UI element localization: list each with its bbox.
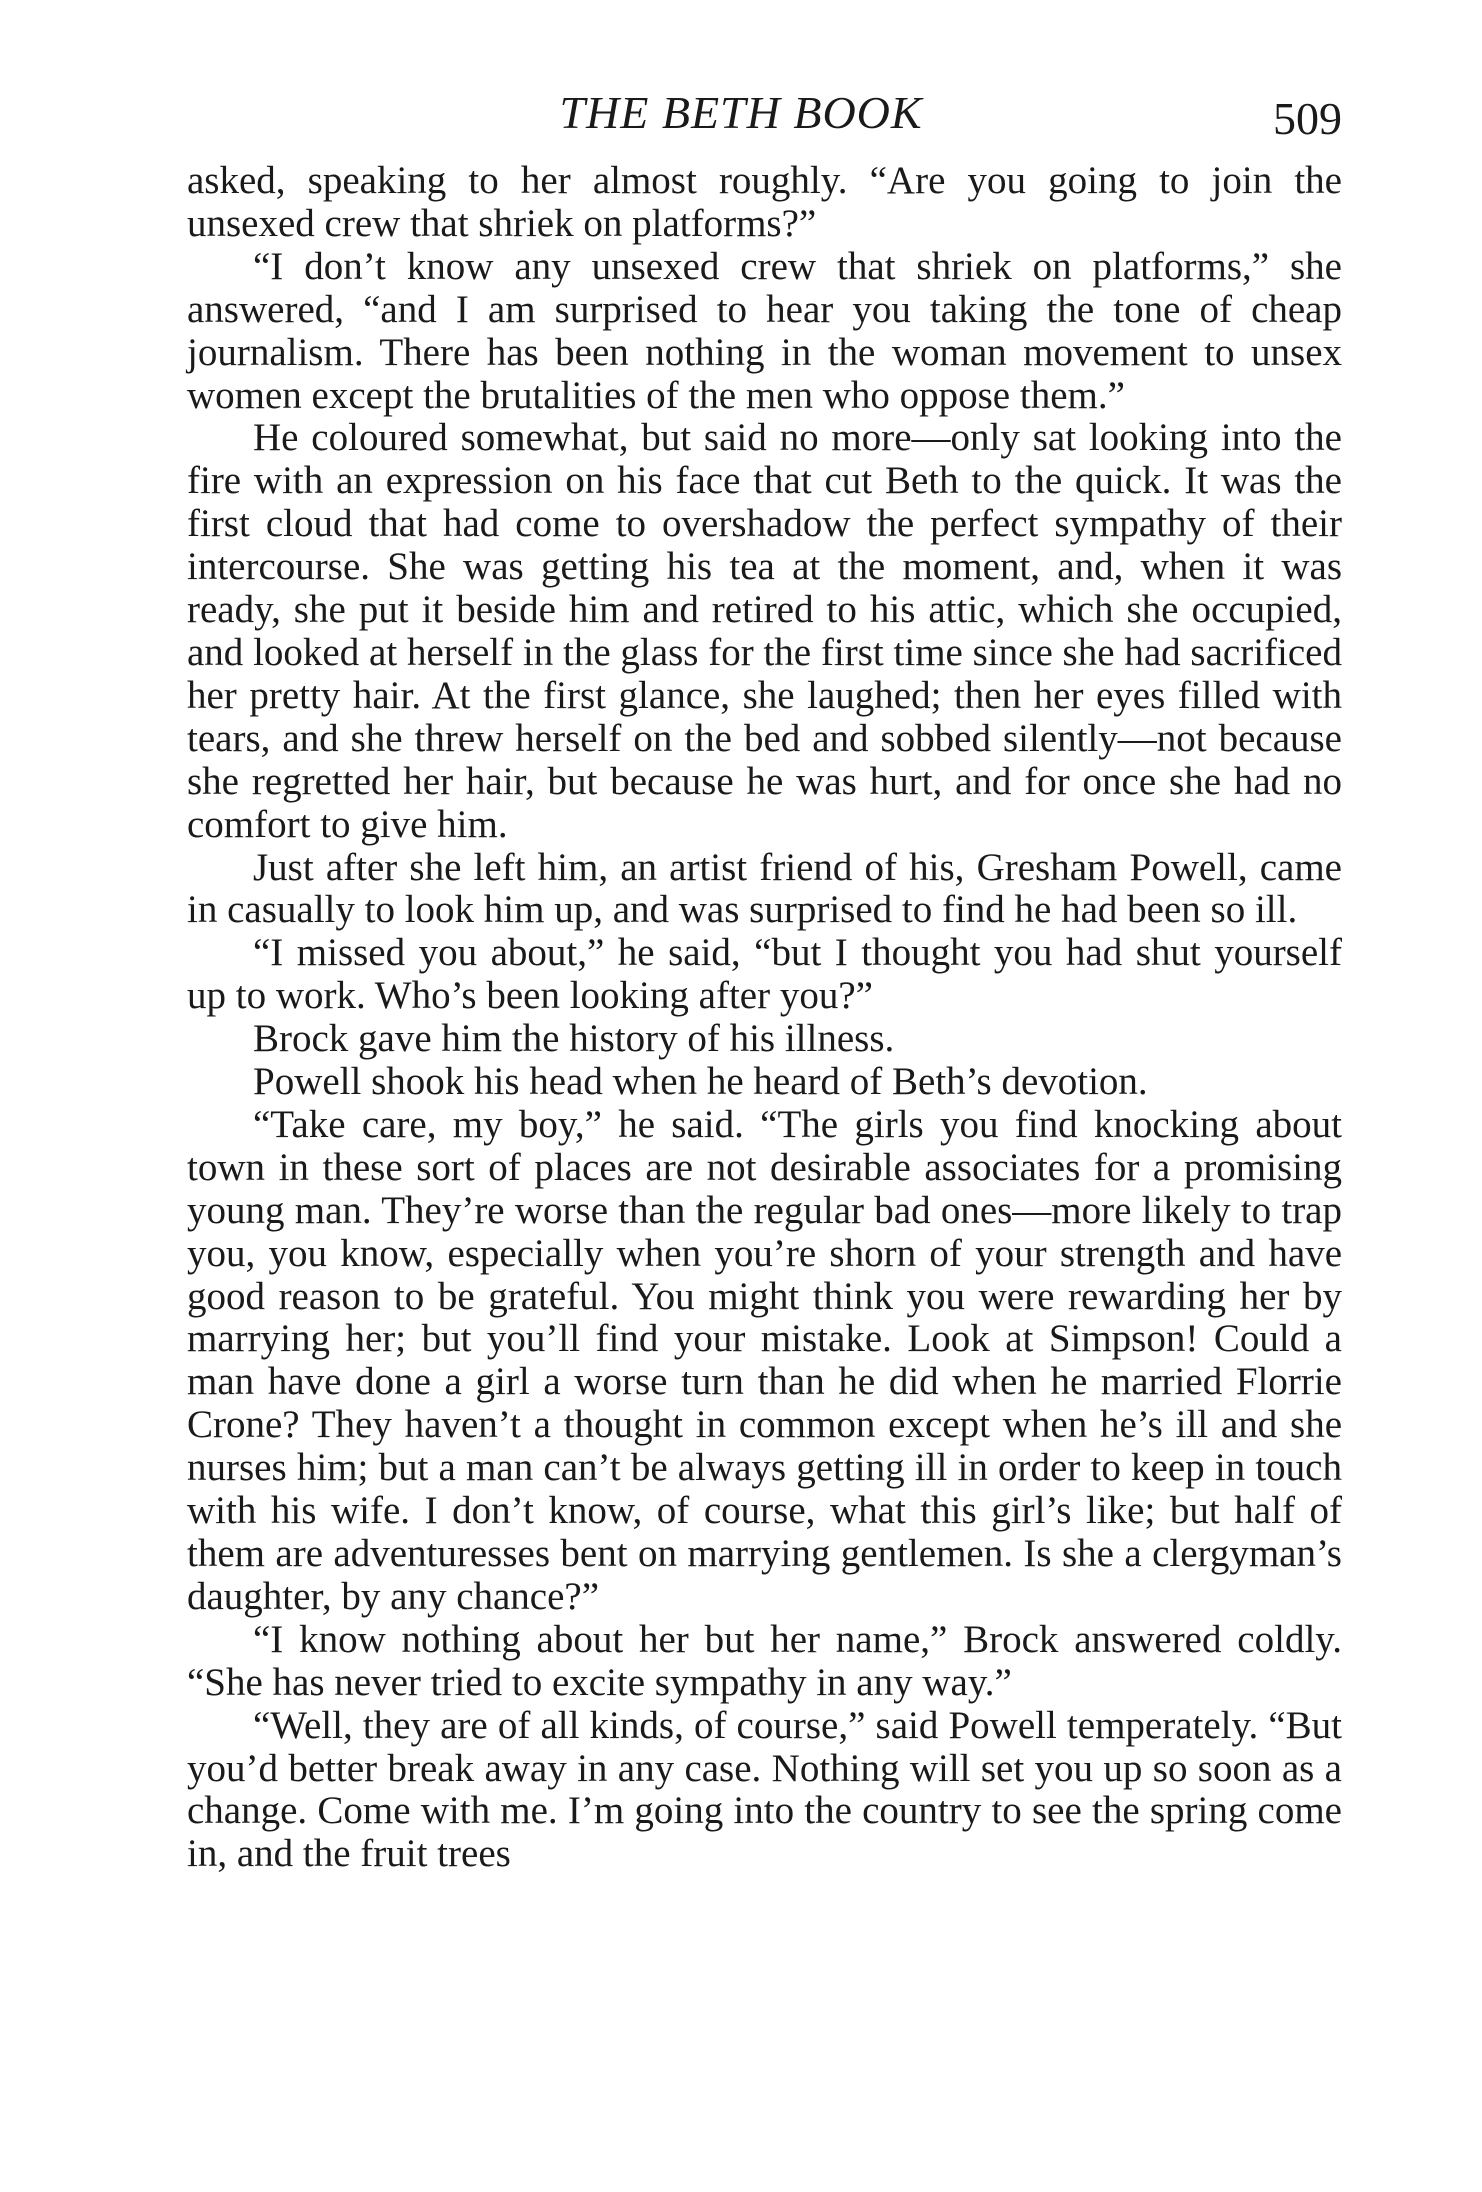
- page-number: 509: [1273, 93, 1342, 144]
- paragraph: “I know nothing about her but her name,” Brock answered coldly. “She has never tried to excite sympathy in any way.”: [187, 1617, 1342, 1704]
- paragraph: asked, speaking to her almost roughly. “Are you going to join the unsexed crew that shriek on platforms?”: [187, 159, 1342, 245]
- paragraph: “Well, they are of all kinds, of course,” said Powell temperately. “But you’d better break away in any case. Nothing will set you up so soon as a change. Come with me. I’m going into the country to see the spring come in, and the fruit trees: [187, 1703, 1342, 1876]
- paragraph: Brock gave him the history of his illness.: [253, 1017, 895, 1061]
- running-head: [0, 86, 1482, 146]
- running-title: THE BETH BOOK: [559, 87, 923, 138]
- paragraph: “I don’t know any unsexed crew that shriek on platforms,” she answered, “and I am surprised to hear you taking the tone of cheap journalism. There has been nothing in the woman movement to unsex women except the brutalities of the men who oppose them.”: [187, 244, 1342, 417]
- body-text: [187, 160, 1342, 1876]
- paragraph: “I missed you about,” he said, “but I thought you had shut yourself up to work. Who’s been looking after you?”: [187, 931, 1342, 1018]
- paragraph: Just after she left him, an artist friend of his, Gresham Powell, came in casually to look him up, and was surprised to find he had been so ill.: [187, 845, 1342, 932]
- paragraph: He coloured somewhat, but said no more—only sat looking into the fire with an expression on his face that cut Beth to the quick. It was the first cloud that had come to overshadow the perfect sympathy of their intercourse. She was getting his tea at the moment, and, when it was ready, she put it beside him and retired to his attic, which she occupied, and looked at herself in the glass for the first time since she had sacrificed her pretty hair. At the first glance, she laughed; then her eyes filled with tears, and she threw herself on the bed and sobbed silently—not because she regretted her hair, but because he was hurt, and for once she had no comfort to give him.: [187, 416, 1342, 846]
- paragraph: Powell shook his head when he heard of Beth’s devotion.: [253, 1060, 1148, 1104]
- paragraph: “Take care, my boy,” he said. “The girls you find knocking about town in these sort of places are not desirable associates for a promising young man. They’re worse than the regular bad ones—more likely to trap you, you know, especially when you’re shorn of your strength and have good reason to be grateful. You might think you were rewarding her by marrying her; but you’ll find your mistake. Look at Simpson! Could a man have done a girl a worse turn than he did when he married Florrie Crone? They haven’t a thought in common except when he’s ill and she nurses him; but a man can’t be always getting ill in order to keep in touch with his wife. I don’t know, of course, what this girl’s like; but half of them are adventuresses bent on marrying gentlemen. Is she a clergyman’s daughter, by any chance?”: [187, 1102, 1342, 1618]
